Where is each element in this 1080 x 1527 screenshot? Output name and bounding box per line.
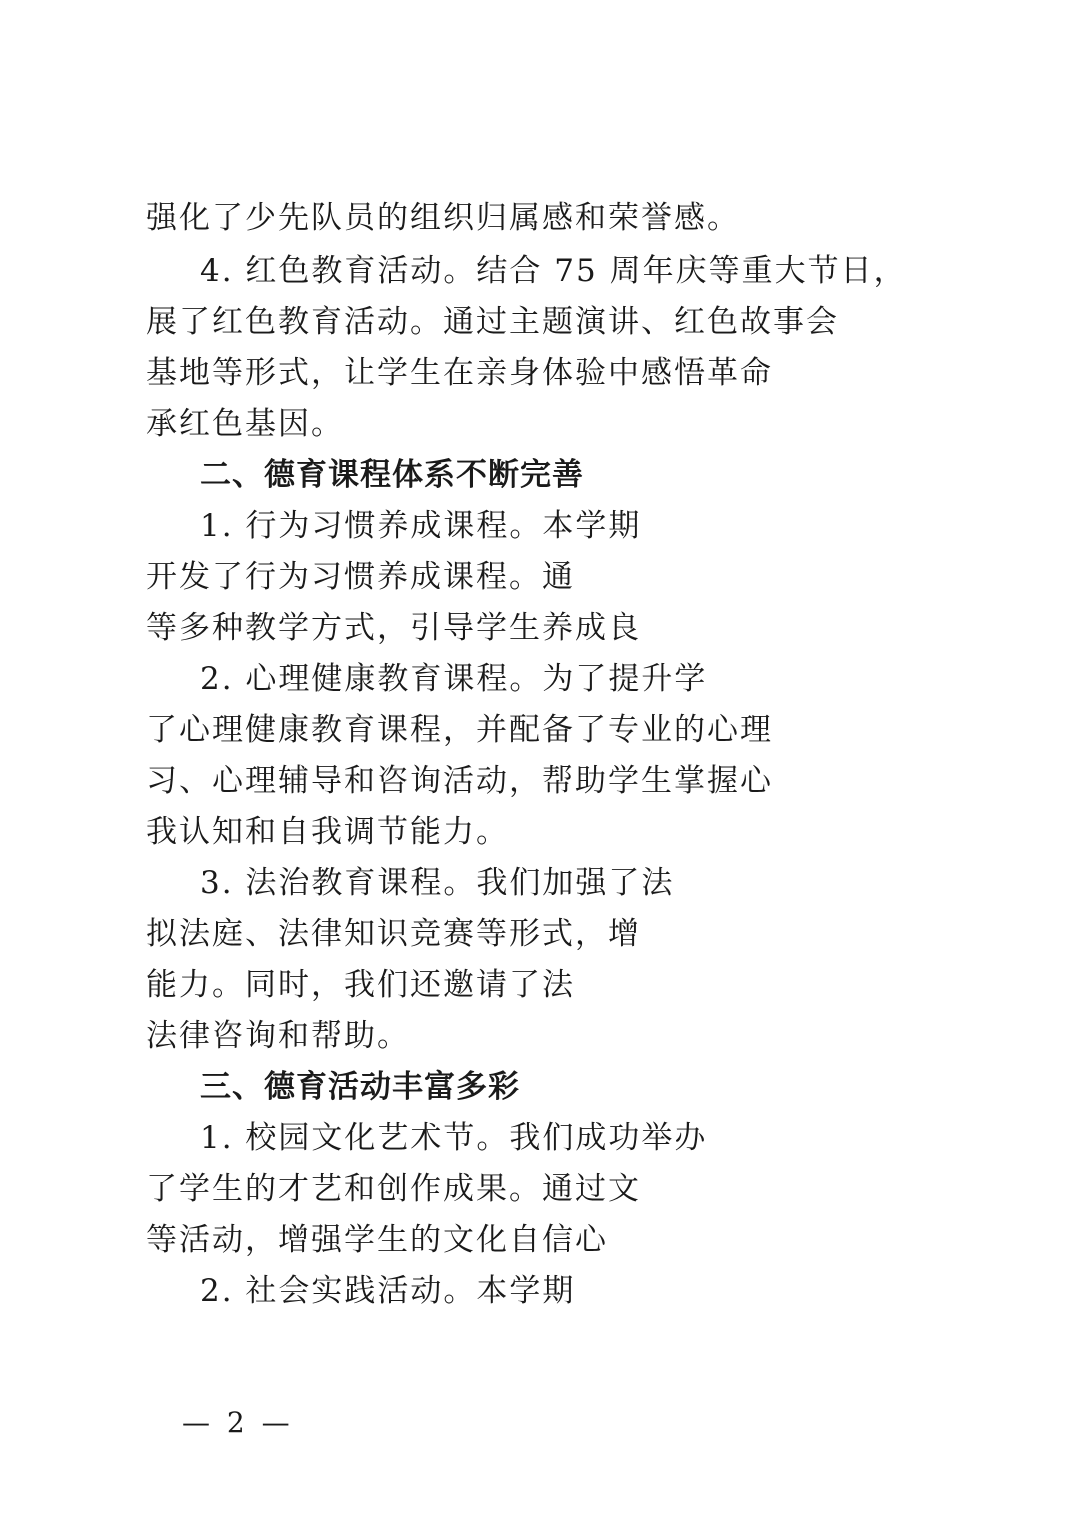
page-number: — 2 — [182, 1406, 294, 1439]
text-line: 承红色基因。 [146, 406, 344, 442]
text-line: 开发了行为习惯养成课程。通 [146, 559, 575, 595]
text-line: 4. 红色教育活动。结合 75 周年庆等重大节日， [200, 253, 907, 289]
text-line: 我认知和自我调节能力。 [146, 814, 509, 850]
text-line: 3. 法治教育课程。我们加强了法 [200, 865, 675, 901]
text-line: 1. 校园文化艺术节。我们成功举办 [200, 1120, 708, 1156]
text-line: 习、心理辅导和咨询活动，帮助学生掌握心 [146, 763, 773, 799]
text-line: 了心理健康教育课程，并配备了专业的心理 [146, 712, 773, 748]
text-line: 1. 行为习惯养成课程。本学期 [200, 508, 642, 544]
text-line: 强化了少先队员的组织归属感和荣誉感。 [146, 200, 740, 236]
text-line: 展了红色教育活动。通过主题演讲、红色故事会 [146, 304, 839, 340]
text-line: 2. 社会实践活动。本学期 [200, 1273, 576, 1309]
text-line: 2. 心理健康教育课程。为了提升学 [200, 661, 708, 697]
text-line: 法律咨询和帮助。 [146, 1018, 410, 1054]
text-line: 等多种教学方式，引导学生养成良 [146, 610, 641, 646]
text-line: 基地等形式，让学生在亲身体验中感悟革命 [146, 355, 773, 391]
text-line: 等活动，增强学生的文化自信心 [146, 1222, 608, 1258]
text-line: 了学生的才艺和创作成果。通过文 [146, 1171, 641, 1207]
text-line: 拟法庭、法律知识竞赛等形式，增 [146, 916, 641, 952]
section-heading: 二、德育课程体系不断完善 [200, 457, 584, 493]
section-heading: 三、德育活动丰富多彩 [200, 1069, 520, 1105]
text-line: 能力。同时，我们还邀请了法 [146, 967, 575, 1003]
